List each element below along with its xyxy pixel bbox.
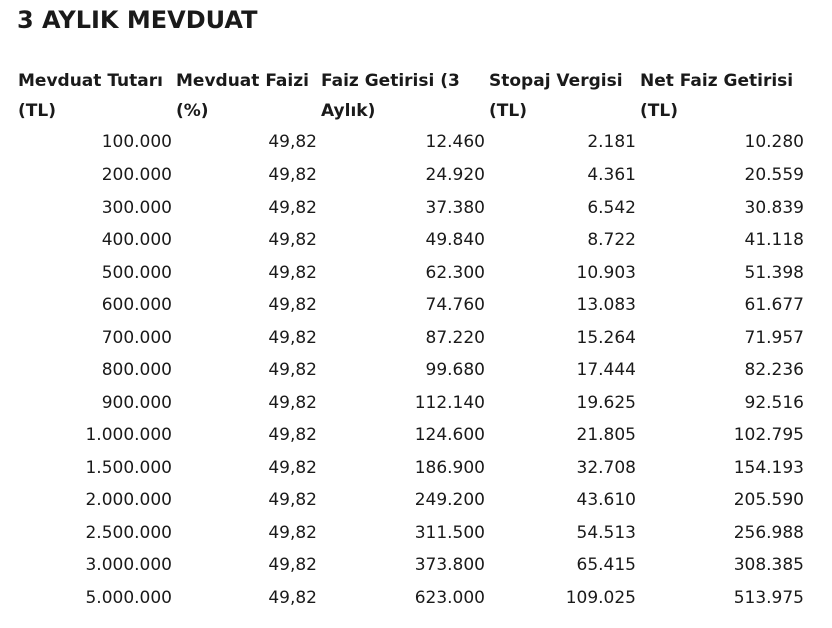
cell-withholding-tax: 13.083: [576, 295, 636, 315]
cell-withholding-tax: 10.903: [576, 262, 636, 283]
cell-withholding-tax: 43.610: [576, 490, 636, 510]
cell-withholding-tax: 17.444: [576, 360, 636, 380]
cell-deposit-amount: 100.000: [101, 132, 172, 152]
header-interest-return: Faiz Getirisi (3 Aylık): [321, 71, 460, 121]
cell-interest-rate: 49,82: [268, 425, 317, 445]
cell-net-interest: 51.398: [744, 262, 804, 283]
cell-withholding-tax: 2.181: [587, 132, 636, 152]
cell-interest-return: 74.760: [425, 295, 485, 315]
cell-deposit-amount: 5.000.000: [85, 587, 172, 608]
cell-interest-rate: 49,82: [268, 262, 317, 283]
page-title: 3 AYLIK MEVDUAT: [17, 6, 258, 34]
cell-withholding-tax: 19.625: [576, 392, 636, 413]
cell-net-interest: 30.839: [744, 197, 804, 218]
table-row: [16, 126, 806, 159]
cell-interest-return: 37.380: [425, 197, 485, 218]
header-deposit-amount: Mevduat Tutarı (TL): [18, 71, 163, 121]
cell-interest-rate: 49,82: [268, 165, 317, 185]
cell-interest-rate: 49,82: [268, 392, 317, 413]
cell-deposit-amount: 400.000: [101, 230, 172, 250]
cell-net-interest: 71.957: [744, 327, 804, 348]
cell-withholding-tax: 109.025: [565, 587, 636, 608]
cell-interest-return: 373.800: [414, 555, 485, 575]
cell-net-interest: 82.236: [744, 360, 804, 380]
cell-withholding-tax: 4.361: [587, 165, 636, 185]
cell-net-interest: 205.590: [733, 490, 804, 510]
cell-deposit-amount: 700.000: [101, 327, 172, 348]
cell-net-interest: 10.280: [744, 132, 804, 152]
cell-withholding-tax: 32.708: [576, 457, 636, 478]
table-row: [16, 452, 806, 485]
cell-interest-return: 186.900: [414, 457, 485, 478]
header-row: [16, 66, 806, 126]
cell-deposit-amount: 900.000: [101, 392, 172, 413]
table-row: [16, 517, 806, 550]
table-row: [16, 354, 806, 387]
header-withholding-tax: Stopaj Vergisi (TL): [489, 71, 623, 121]
cell-deposit-amount: 2.000.000: [85, 490, 172, 510]
table-row: [16, 419, 806, 452]
cell-net-interest: 513.975: [733, 587, 804, 608]
cell-withholding-tax: 21.805: [576, 425, 636, 445]
cell-interest-return: 311.500: [414, 522, 485, 543]
cell-interest-rate: 49,82: [268, 587, 317, 608]
cell-interest-return: 12.460: [425, 132, 485, 152]
cell-interest-return: 99.680: [425, 360, 485, 380]
cell-withholding-tax: 8.722: [587, 230, 636, 250]
cell-interest-return: 49.840: [425, 230, 485, 250]
cell-net-interest: 92.516: [744, 392, 804, 413]
table-row: [16, 484, 806, 517]
cell-deposit-amount: 1.000.000: [85, 425, 172, 445]
cell-interest-rate: 49,82: [268, 197, 317, 218]
cell-interest-rate: 49,82: [268, 132, 317, 152]
cell-interest-rate: 49,82: [268, 327, 317, 348]
cell-interest-rate: 49,82: [268, 230, 317, 250]
cell-deposit-amount: 600.000: [101, 295, 172, 315]
cell-withholding-tax: 54.513: [576, 522, 636, 543]
table-row: [16, 257, 806, 290]
header-net-interest: Net Faiz Getirisi (TL): [640, 71, 794, 121]
cell-withholding-tax: 6.542: [587, 197, 636, 218]
cell-deposit-amount: 3.000.000: [85, 555, 172, 575]
cell-net-interest: 102.795: [733, 425, 804, 445]
cell-deposit-amount: 300.000: [101, 197, 172, 218]
cell-interest-rate: 49,82: [268, 522, 317, 543]
cell-deposit-amount: 200.000: [101, 165, 172, 185]
cell-deposit-amount: 2.500.000: [85, 522, 172, 543]
cell-interest-return: 249.200: [414, 490, 485, 510]
table-header: [16, 66, 806, 126]
cell-withholding-tax: 65.415: [576, 555, 636, 575]
cell-deposit-amount: 800.000: [101, 360, 172, 380]
cell-interest-return: 112.140: [414, 392, 485, 413]
cell-interest-return: 87.220: [425, 327, 485, 348]
cell-interest-return: 623.000: [414, 587, 485, 608]
table-body: [16, 126, 806, 614]
cell-net-interest: 61.677: [744, 295, 804, 315]
table-row: [16, 192, 806, 225]
cell-interest-rate: 49,82: [268, 360, 317, 380]
table-row: [16, 387, 806, 420]
table-row: [16, 224, 806, 257]
header-interest-rate: Mevduat Faizi (%): [176, 71, 309, 121]
cell-withholding-tax: 15.264: [576, 327, 636, 348]
deposit-rates-table: [16, 66, 806, 614]
table-row: [16, 159, 806, 192]
table-row: [16, 582, 806, 615]
cell-deposit-amount: 500.000: [101, 262, 172, 283]
cell-net-interest: 41.118: [744, 230, 804, 250]
cell-net-interest: 154.193: [733, 457, 804, 478]
cell-interest-return: 124.600: [414, 425, 485, 445]
cell-net-interest: 308.385: [733, 555, 804, 575]
cell-deposit-amount: 1.500.000: [85, 457, 172, 478]
cell-net-interest: 256.988: [733, 522, 804, 543]
cell-interest-rate: 49,82: [268, 457, 317, 478]
table-row: [16, 322, 806, 355]
cell-interest-return: 62.300: [425, 262, 485, 283]
cell-interest-rate: 49,82: [268, 490, 317, 510]
cell-net-interest: 20.559: [744, 165, 804, 185]
cell-interest-return: 24.920: [425, 165, 485, 185]
table-row: [16, 289, 806, 322]
table-row: [16, 549, 806, 582]
cell-interest-rate: 49,82: [268, 555, 317, 575]
cell-interest-rate: 49,82: [268, 295, 317, 315]
